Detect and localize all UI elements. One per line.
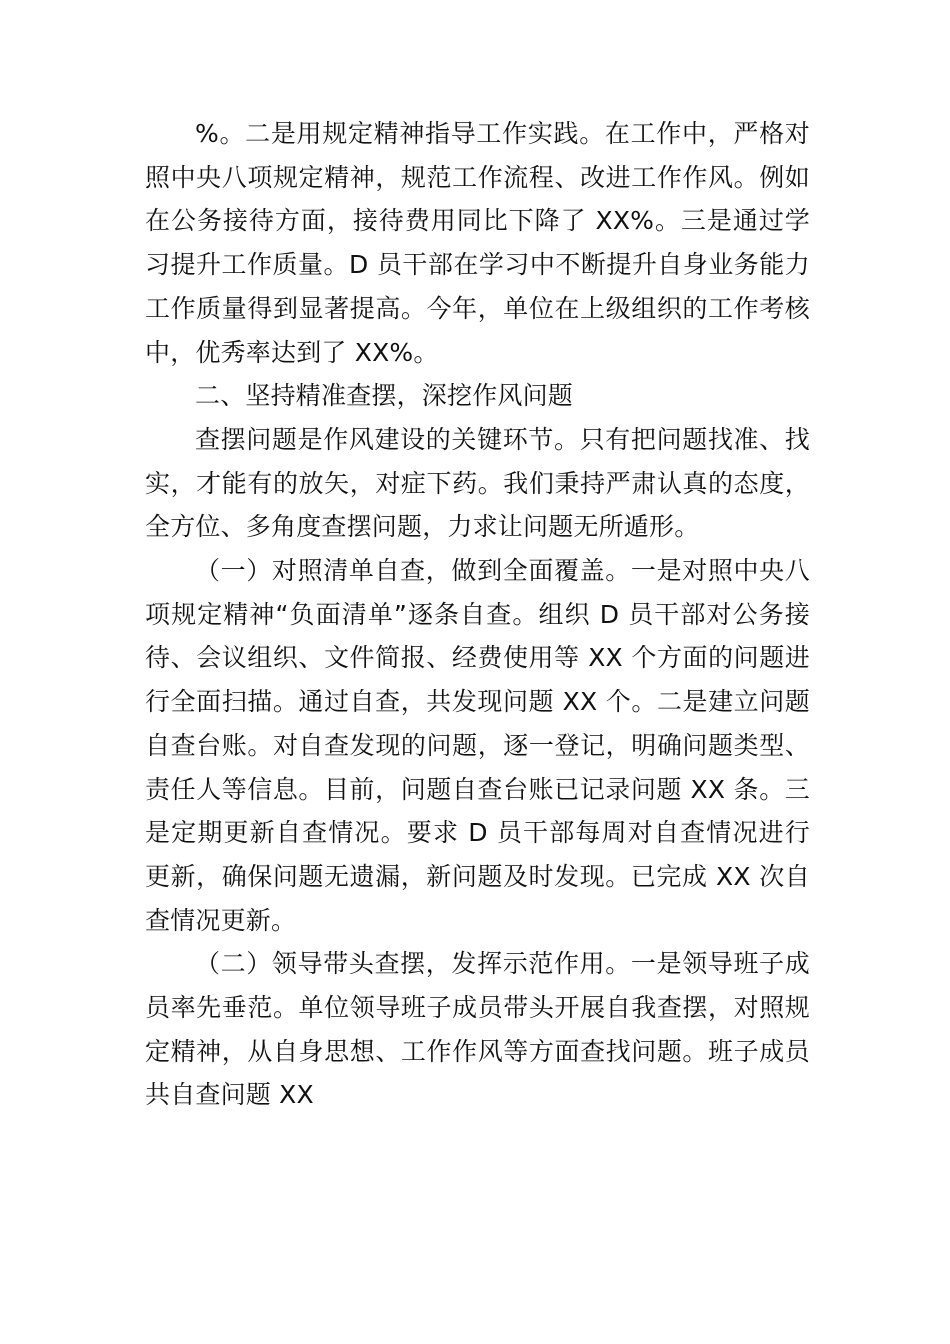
paragraph-subsection-1: （一）对照清单自查，做到全面覆盖。一是对照中央八项规定精神“负面清单”逐条自查。组织 D 员干部对公务接待、会议组织、文件简报、经费使用等 XX 个方面的问题进行全面扫描。通过自查，共发现问题 XX 个。二是建立问题自查台账。对自查发现的问题，逐一登记，明确问题类型、责任人等信息。目前，问题自查台账已记录问题 XX 条。三是定期更新自查情况。要求 D 员干部每周对自查情况进行更新，确保问题无遗漏，新问题及时发现。已完成 XX 次自查情况更新。 [145, 556, 810, 935]
paragraph-continuation: %。二是用规定精神指导工作实践。在工作中，严格对照中央八项规定精神，规范工作流程、改进工作作风。例如在公务接待方面，接待费用同比下降了 XX%。三是通过学习提升工作质量。D 员干部在学习中不断提升自身业务能力工作质量得到显著提高。今年，单位在上级组织的工作考核中，优秀率达到了 XX%。 [145, 119, 810, 367]
document-body [145, 112, 810, 1117]
paragraph-intro: 查摆问题是作风建设的关键环节。只有把问题找准、找实，才能有的放矢，对症下药。我们秉持严肃认真的态度，全方位、多角度查摆问题，力求让问题无所遁形。 [145, 424, 810, 542]
section-heading: 二、坚持精准查摆，深挖作风问题 [195, 381, 574, 411]
paragraph-subsection-2: （二）领导带头查摆，发挥示范作用。一是领导班子成员率先垂范。单位领导班子成员带头开展自我查摆，对照规定精神，从自身思想、工作作风等方面查找问题。班子成员共自查问题 XX [145, 949, 810, 1110]
